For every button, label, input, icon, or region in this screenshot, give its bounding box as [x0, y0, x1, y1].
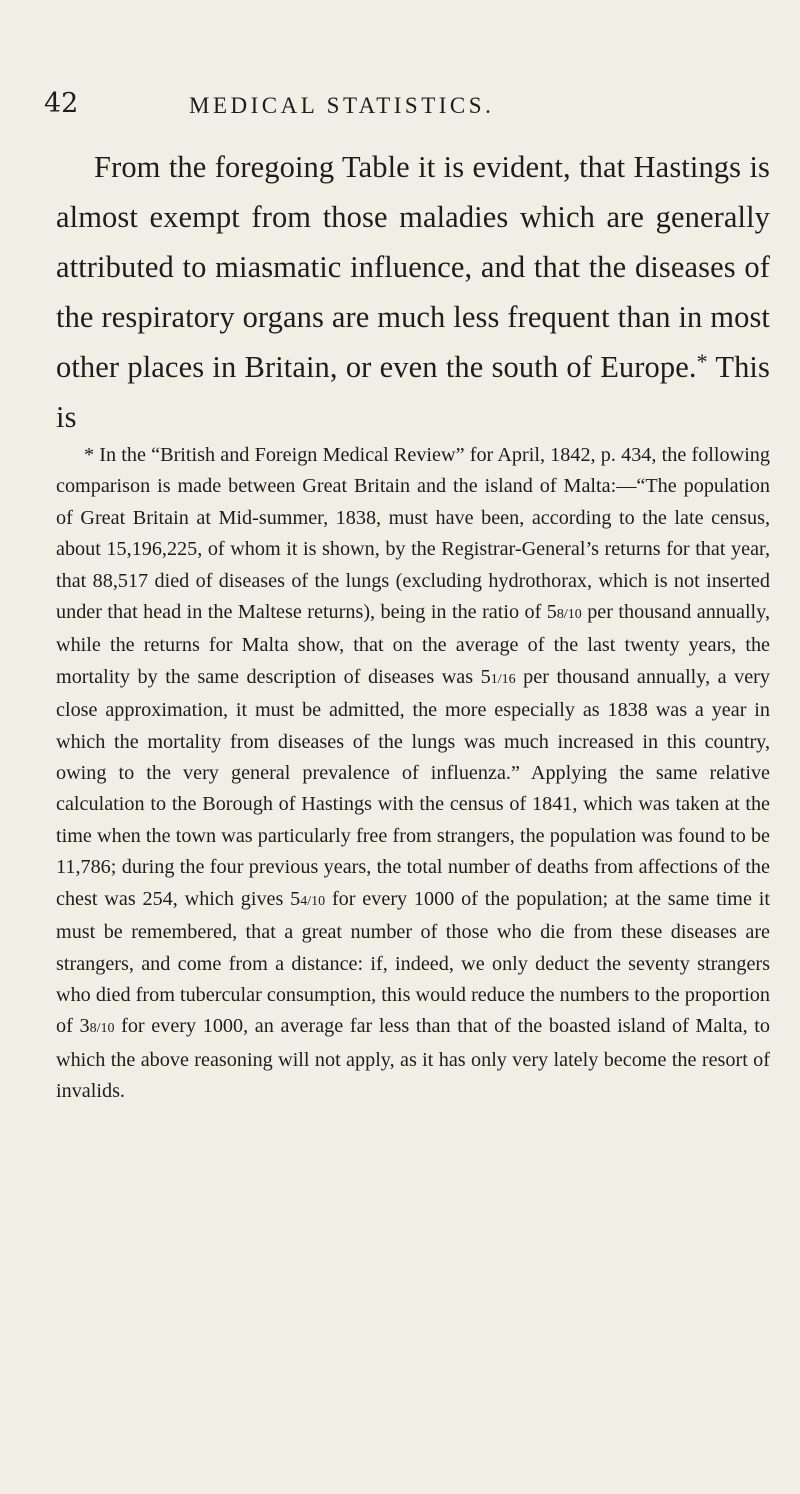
page-number: 42 — [44, 88, 79, 119]
running-head: MEDICAL STATISTICS. — [189, 93, 495, 118]
footnote-text-5: for every 1000, an average far less than that of the boasted island of Malta, to which the above reasoning will not apply, as it has only very lately become the resort of invalids. — [56, 1015, 770, 1103]
page-header — [44, 88, 744, 124]
footnote-text-1: * In the “British and Foreign Medical Review” for April, 1842, p. 434, the following comparison is made between Great Britain and the island of Malta:—“The population of Great Britain at Mid-summer, 1838, must have been, according to the late census, about 15,196,225, of whom it is shown, by the Registrar-General’s returns for that year, that 88,517 died of diseases of the lungs (excluding hydrothorax, which is not inserted under that head in the Maltese returns), being in the ratio of 5 — [56, 444, 770, 624]
fraction-lungs-britain: 8/10 — [556, 607, 582, 623]
fraction-hastings-total: 4/10 — [300, 893, 326, 909]
footnote-reference-mark: * — [696, 349, 708, 374]
fraction-hastings-adjusted: 8/10 — [89, 1021, 115, 1037]
body-paragraph — [56, 142, 770, 442]
footnote-text-3: per thousand annually, a very close approximation, it must be admitted, the more especially as 1838 was a year in which the mortality from diseases of the lungs was much increased in this country, owing to the very general prevalence of influenza.” Applying the same relative calculation to the Borough of Hastings with the census of 1841, which was taken at the time when the town was particularly free from strangers, the population was found to be 11,786; during the four previous years, the total number of deaths from affections of the chest was 254, which gives 5 — [56, 665, 770, 910]
footnote — [56, 440, 770, 1108]
body-text: From the foregoing Table it is evident, that Hastings is almost exempt from those maladies which are generally attributed to miasmatic influence, and that the diseases of the respiratory organs are much less frequent than in most other places in Britain, or even the south of Europe. — [56, 150, 770, 384]
body-text-continuation: This is — [56, 350, 770, 434]
footnote-text-2: per thousand annually, while the returns for Malta show, that on the average of the last twenty years, the mortality by the same description of diseases was 5 — [56, 601, 770, 688]
footnote-text-4: for every 1000 of the population; at the same time it must be remembered, that a great number of those who die from these diseases are strangers, and come from a distance: if, indeed, we only deduct the seventy strangers who died from tubercular consumption, this would reduce the numbers to the proportion of 3 — [56, 887, 770, 1038]
fraction-lungs-malta: 1/16 — [490, 671, 516, 687]
